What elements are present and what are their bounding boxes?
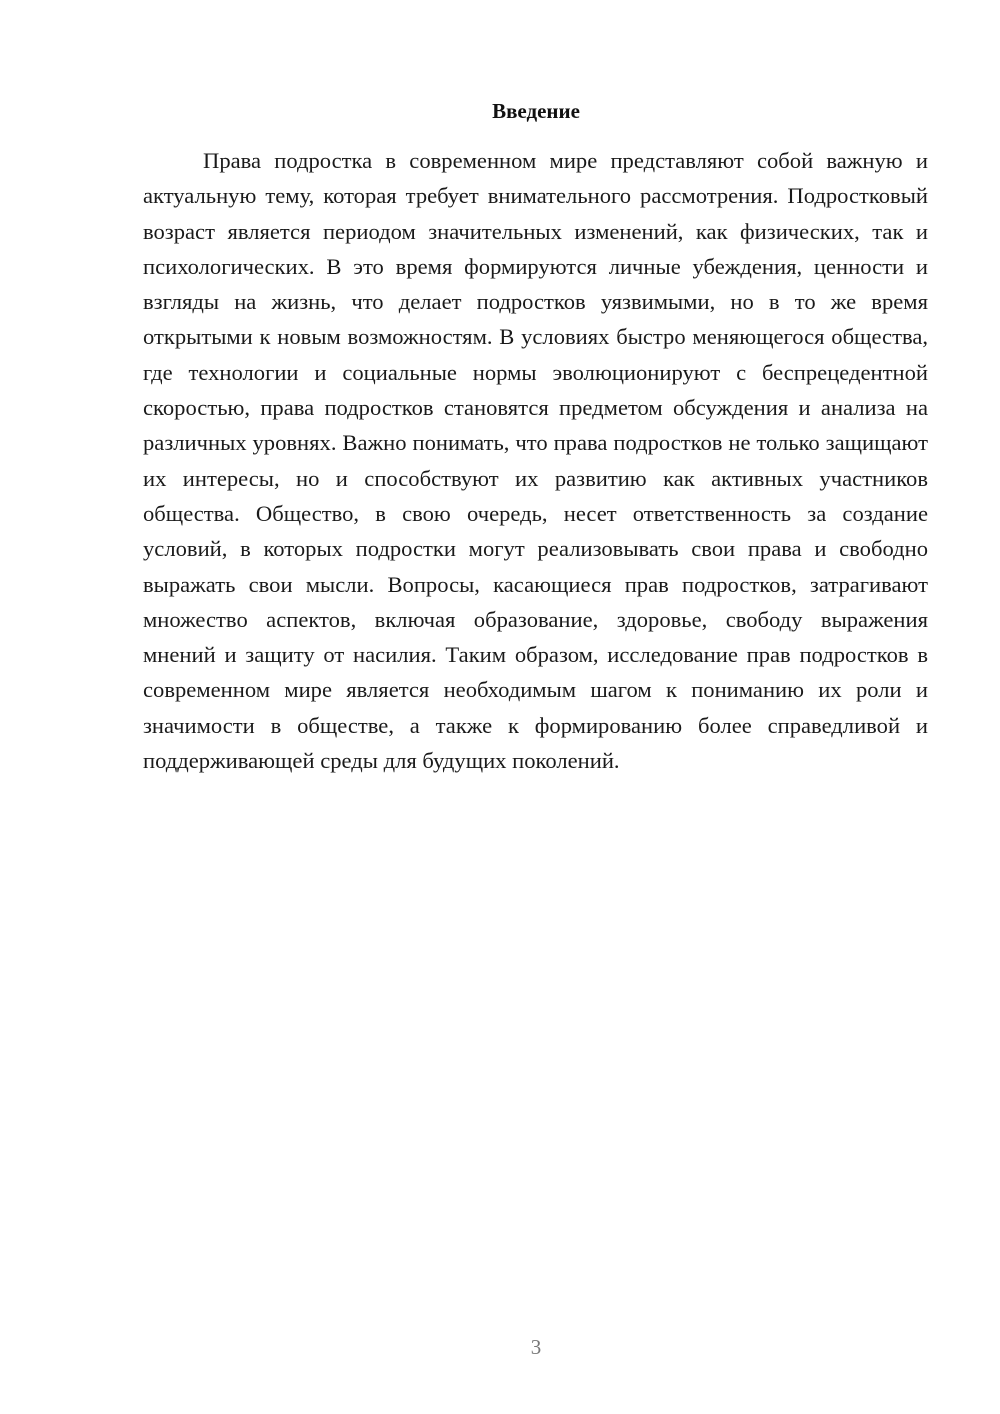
section-heading: Введение (492, 99, 580, 123)
body-paragraph: Права подростка в современном мире представляют собой важную и актуальную тему, которая требует внимательного рассмотрения. Подростковый возраст является периодом значительных изменений, как физических, так и психологических. В это время формируются личные убеждения, ценности и взгляды на жизнь, что делает подростков уязвимыми, но в то же время открытыми к новым возможностям. В условиях быстро меняющегося общества, где технологии и социальные нормы эволюционируют с беспрецедентной скоростью, права подростков становятся предметом обсуждения и анализа на различных уровнях. Важно понимать, что права подростков не только защищают их интересы, но и способствуют их развитию как активных участников общества. Общество, в свою очередь, несет ответственность за создание условий, в которых подростки могут реализовывать свои права и свободно выражать свои мысли. Вопросы, касающиеся прав подростков, затрагивают множество аспектов, включая образование, здоровье, свободу выражения мнений и защиту от насилия. Таким образом, исследование прав подростков в современном мире является необходимым шагом к пониманию их роли и значимости в обществе, а также к формированию более справедливой и поддерживающей среды для будущих поколений. (143, 148, 928, 774)
page-number: 3 (530, 1335, 542, 1359)
